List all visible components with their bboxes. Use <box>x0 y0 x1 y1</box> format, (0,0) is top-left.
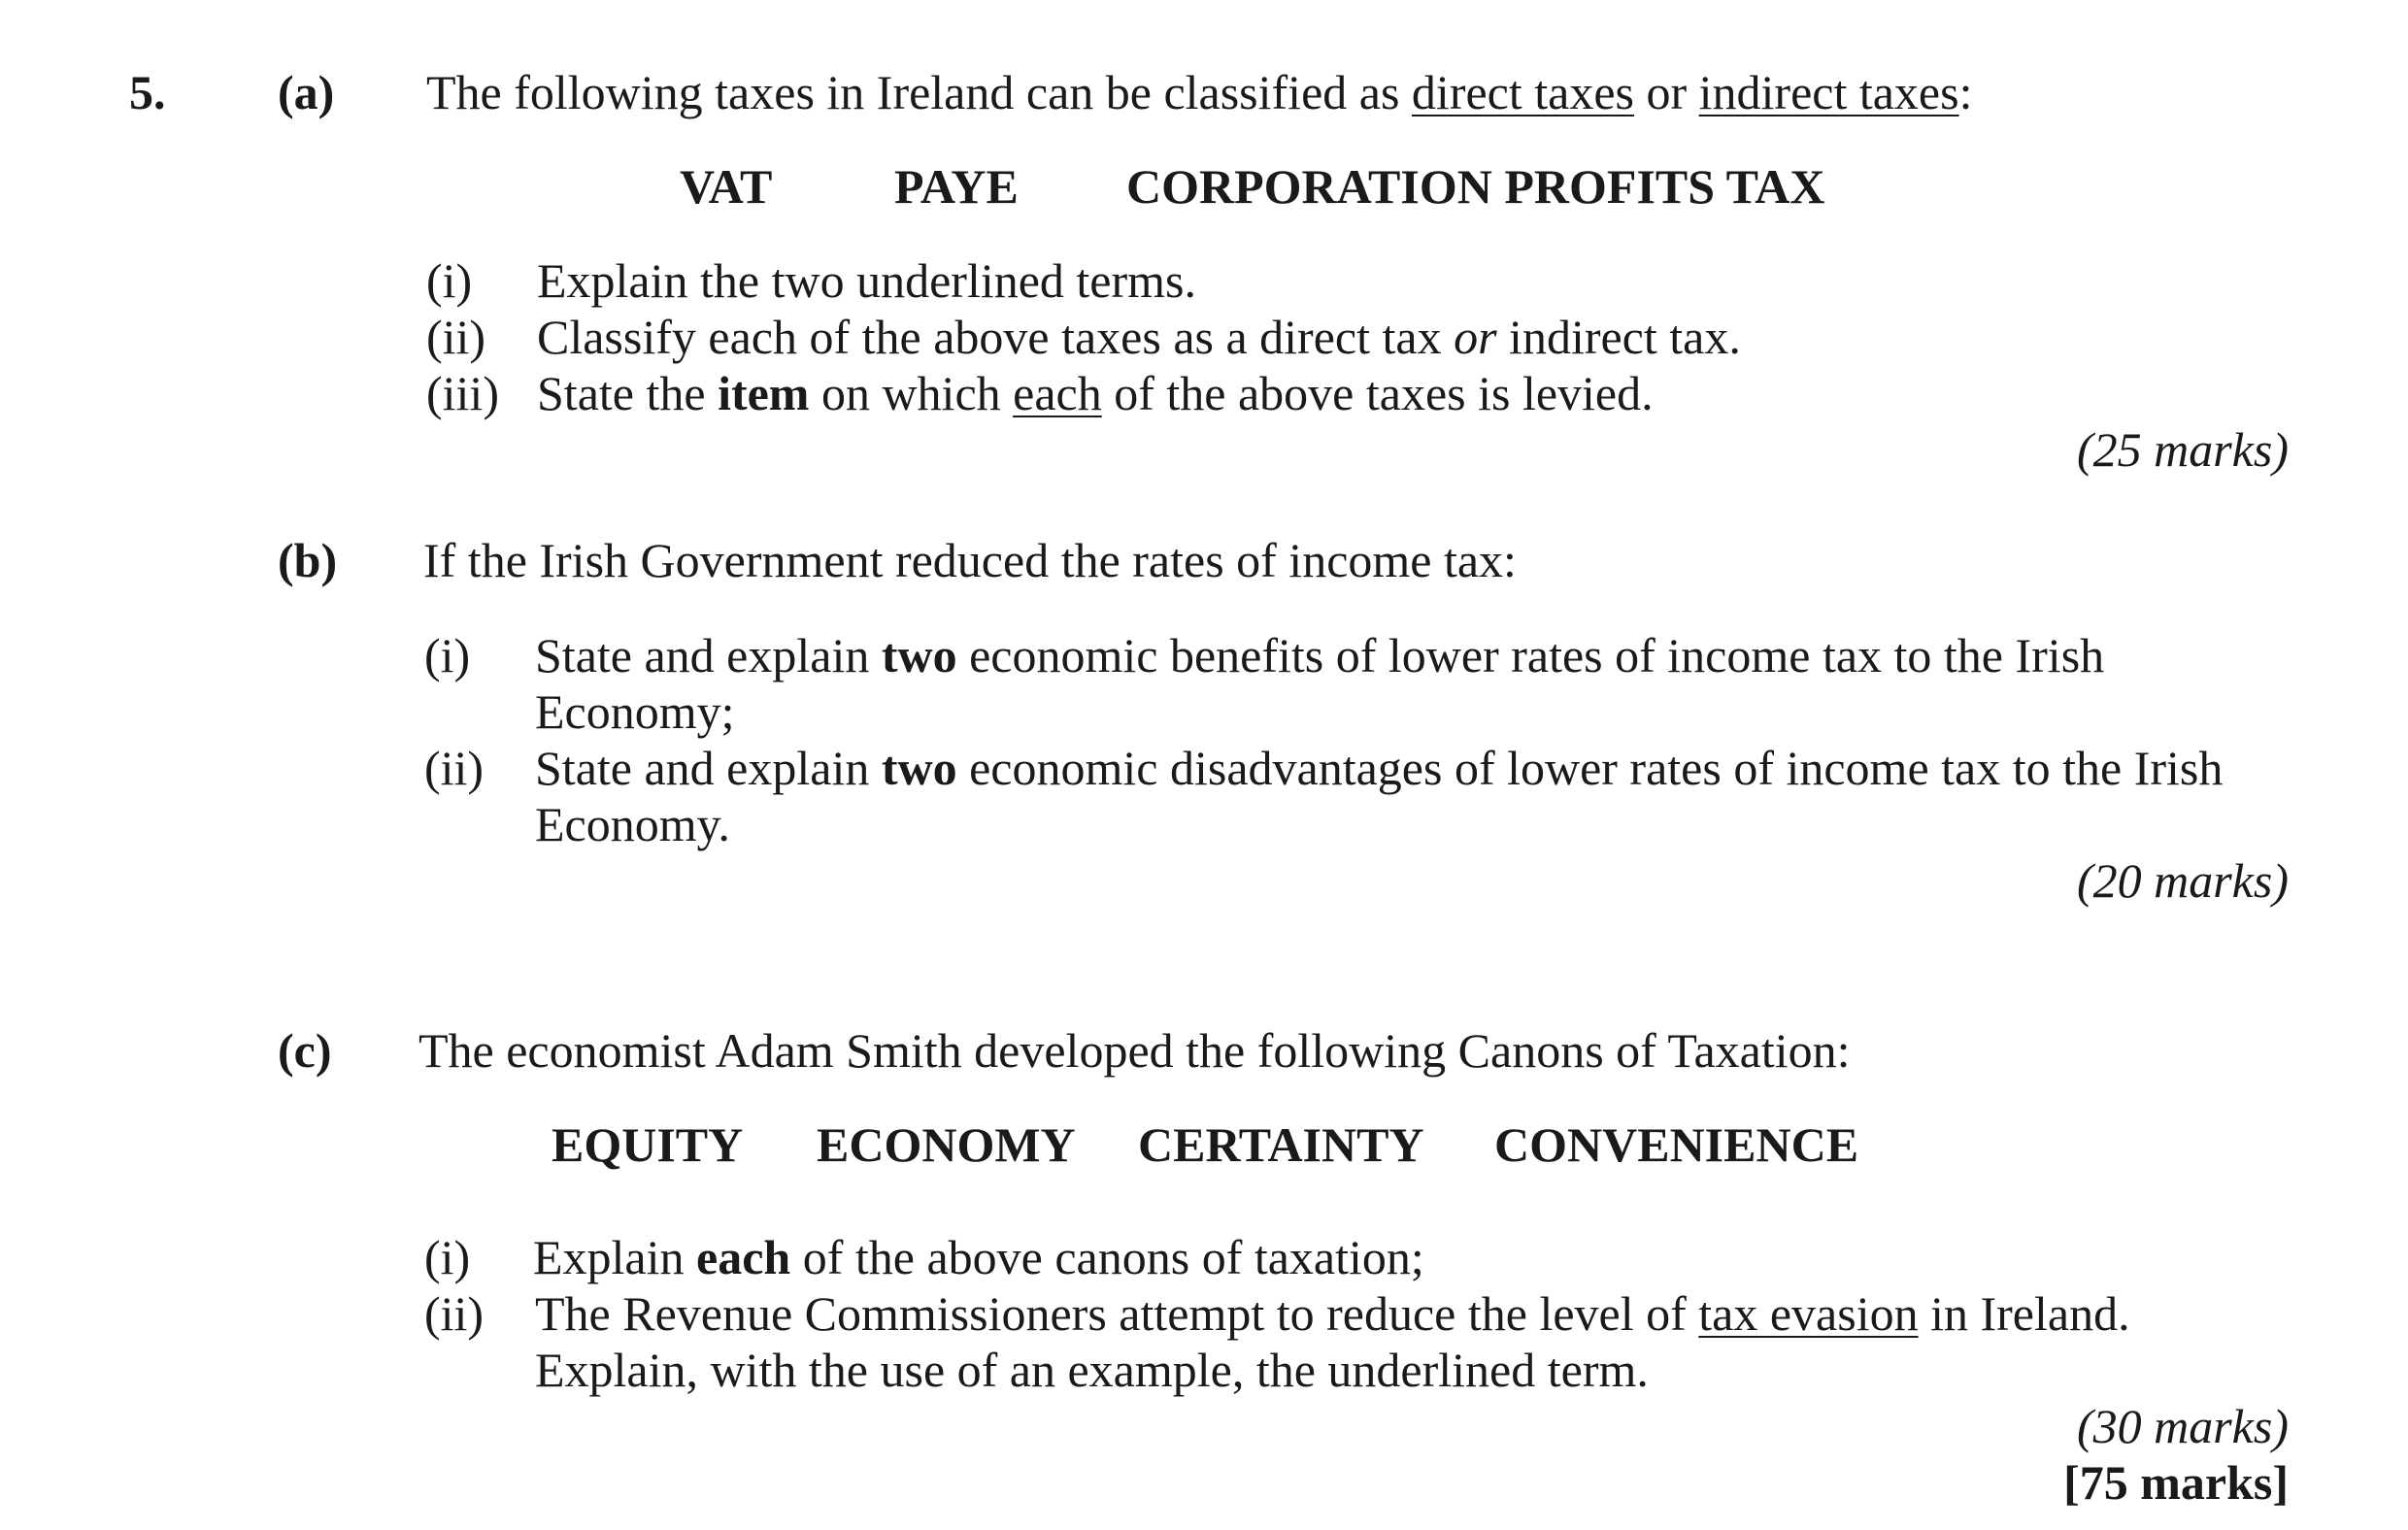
item-text-end: of the above canons of taxation; <box>790 1230 1424 1284</box>
canon-economy: ECONOMY <box>817 1117 1076 1172</box>
item-text <box>533 1231 1424 1284</box>
item-text-start: Classify each of the above taxes as a direct tax <box>537 310 1455 364</box>
item-number: (ii) <box>424 1286 485 1341</box>
item-text: Explain the two underlined terms. <box>537 253 1197 308</box>
part-b-item-i-line2: Economy; <box>535 684 735 739</box>
part-c-stem: The economist Adam Smith developed the following Canons of Taxation: <box>418 1023 1851 1078</box>
part-a-stem-or: or <box>1633 65 1699 119</box>
item-text-or: or <box>1454 310 1497 364</box>
part-b-marks: (20 marks) <box>2076 853 2289 908</box>
item-number: (iii) <box>426 366 499 420</box>
item-text-start: Explain <box>533 1230 697 1284</box>
item-text-end: economic benefits of lower rates of income tax to the Irish <box>956 628 2105 682</box>
part-c-item-ii-line2: Explain, with the use of an example, the underlined term. <box>535 1343 1649 1397</box>
item-text <box>537 311 1741 364</box>
item-text-start: The Revenue Commissioners attempt to reduce the level of <box>535 1286 1699 1341</box>
item-number: (ii) <box>426 310 486 364</box>
tax-corporation-profits: CORPORATION PROFITS TAX <box>1126 159 1825 214</box>
tax-vat: VAT <box>680 159 773 214</box>
part-c-label: (c) <box>278 1023 332 1078</box>
item-text <box>535 1287 2130 1341</box>
direct-taxes-term: direct taxes <box>1411 65 1634 119</box>
item-text-mid: on which <box>809 366 1014 420</box>
item-text-each: each <box>696 1230 791 1284</box>
item-text-end: in Ireland. <box>1918 1286 2130 1341</box>
item-text-end: indirect tax. <box>1496 310 1741 364</box>
part-b-label: (b) <box>278 533 338 587</box>
item-text-start: State and explain <box>535 741 882 795</box>
item-text-end: of the above taxes is levied. <box>1101 366 1654 420</box>
item-text-start: State and explain <box>535 628 882 682</box>
canon-certainty: CERTAINTY <box>1138 1117 1424 1172</box>
question-total-marks: [75 marks] <box>2063 1455 2289 1510</box>
item-text <box>535 742 2223 795</box>
item-number: (i) <box>424 628 471 682</box>
part-a-stem-colon: : <box>1958 65 1973 119</box>
item-number: (i) <box>426 253 473 308</box>
item-text <box>537 367 1654 420</box>
part-b-stem: If the Irish Government reduced the rates of income tax: <box>423 533 1517 587</box>
part-c-marks: (30 marks) <box>2076 1399 2289 1453</box>
item-text-start: State the <box>537 366 719 420</box>
item-number: (i) <box>424 1230 471 1284</box>
item-text-item: item <box>718 366 810 420</box>
tax-evasion-term: tax evasion <box>1698 1286 1919 1341</box>
part-a-label: (a) <box>278 65 335 119</box>
part-a-stem <box>426 66 1973 119</box>
part-a-marks: (25 marks) <box>2076 422 2289 477</box>
tax-paye: PAYE <box>894 159 1019 214</box>
canon-convenience: CONVENIENCE <box>1494 1117 1859 1172</box>
part-b-item-ii-line2: Economy. <box>535 797 730 851</box>
indirect-taxes-term: indirect taxes <box>1698 65 1959 119</box>
item-text-end: economic disadvantages of lower rates of income tax to the Irish <box>956 741 2224 795</box>
item-number: (ii) <box>424 741 485 795</box>
item-text-each: each <box>1013 366 1102 420</box>
canon-equity: EQUITY <box>552 1117 744 1172</box>
item-text-two: two <box>881 741 957 795</box>
question-number: 5. <box>129 65 166 119</box>
part-a-stem-text: The following taxes in Ireland can be classified as <box>426 65 1412 119</box>
item-text <box>535 629 2104 682</box>
item-text-two: two <box>881 628 957 682</box>
